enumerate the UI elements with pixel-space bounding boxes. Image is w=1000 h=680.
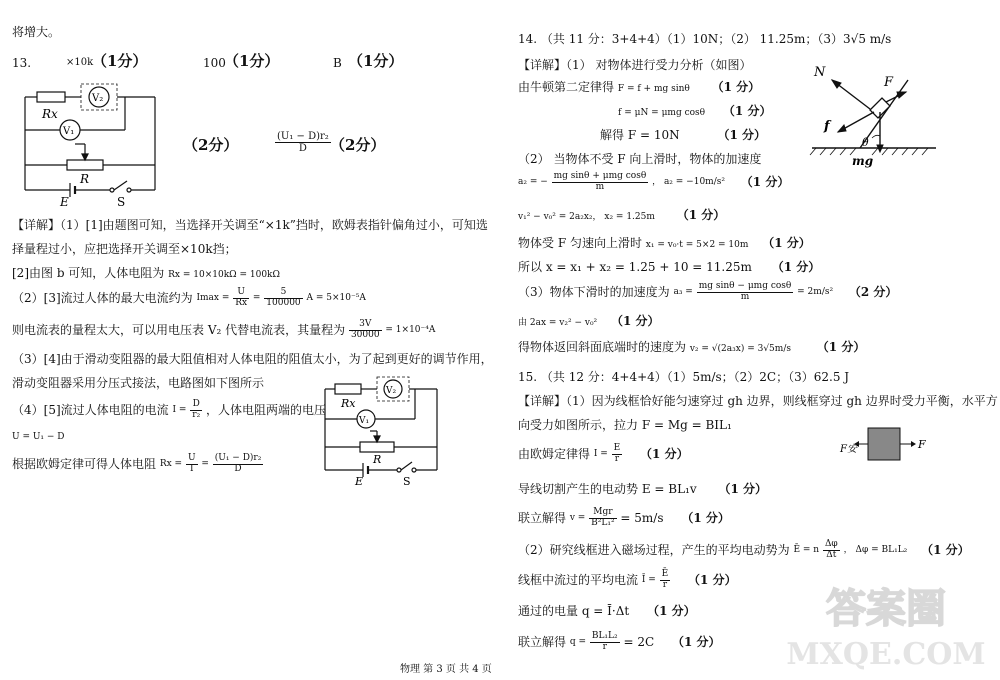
watermark xyxy=(786,574,986,674)
q14-detail-8: 物体受 F 匀速向上滑时 x₁ = v₀·t = 5×2 = 10m （1 分） xyxy=(518,236,811,250)
q13-detail-line-4: （2）[3]流过人体的最大电流约为 Imax = $\frac{U}{Rx}$ = $\frac{5}{100000}$ A = 5×10⁻⁵A xyxy=(12,287,366,308)
circuit-diagram-2 xyxy=(315,375,465,490)
friction-label: f xyxy=(824,119,830,134)
q13-formula: $\frac{\text{(U₁ − D)r₂}}{D}$ xyxy=(277,131,329,154)
q14-detail-12: 得物体返回斜面底端时的速度为 v₂ = √(2a₃x) = 3√5m/s （1 分） xyxy=(518,340,866,354)
q15-detail-3: 由欧姆定律得 I = $\frac{E}{r}$ （1 分） xyxy=(518,443,689,464)
q13-score-5: （2分） xyxy=(330,136,386,154)
rx-label-2: Rx xyxy=(341,397,356,410)
q14-detail-9: 所以 x = x₁ + x₂ = 1.25 + 10 = 11.25m （1 分） xyxy=(518,260,821,274)
q14-detail-3: f = μN = μmg cosθ （1 分） xyxy=(618,104,772,118)
q14-header: 14. （共 11 分：3+4+4）（1）10N；（2） 11.25m；（3）3√5 m/s xyxy=(518,32,892,46)
q14-detail-2: 由牛顿第二定律得 F = f + mg sinθ （1 分） xyxy=(518,80,761,94)
q15-detail-6: （2）研究线框进入磁场过程，产生的平均电动势为 Ē = n $\frac{\Delta\varphi}{\Delta t}$ ， Δφ = BL₁L₂ （1 分） xyxy=(518,539,970,560)
q15-header: 15. （共 12 分：4+4+4）（1）5m/s；（2）2C；（3）62.5 J xyxy=(518,370,850,384)
q13-answer-1: ×10k xyxy=(66,57,94,68)
incline-force-diagram xyxy=(808,62,938,172)
r-label: R xyxy=(80,172,90,186)
q15-detail-8: 通过的电量 q = Ī·Δt （1 分） xyxy=(518,604,696,618)
q13-answer-2: 100 xyxy=(203,56,226,70)
q15-detail-4: 导线切割产生的电动势 E = BL₁v （1 分） xyxy=(518,482,767,496)
q13-detail-line-6: （3）[4]由于滑动变阻器的最大阻值相对人体电阻的阻值太小，为了起到更好的调节作用， xyxy=(12,352,493,366)
q13-detail-line-2: 择量程过小，应把选择开关调至×10k挡； xyxy=(12,242,237,256)
v1-label-2: V₁ xyxy=(359,416,370,426)
q14-detail-1: 【详解】（1） 对物体进行受力分析（如图） xyxy=(518,58,752,72)
q13-score-3: （1分） xyxy=(348,52,404,70)
q15-detail-5: 联立解得 v = $\frac{\text{Mgr}}{\text{B²L₁²}}$ = 5m/s （1 分） xyxy=(518,507,730,528)
q14-detail-10: （3）物体下滑时的加速度为 a₃ = $\frac{\text{mg sinθ − μmg cosθ}}{m}$ = 2m/s² （2 分） xyxy=(518,281,898,302)
q13-answer-3: B xyxy=(333,56,342,70)
watermark-site-text: MXQE.COM xyxy=(786,637,986,672)
n-label: N xyxy=(814,65,826,80)
q15-detail-9: 联立解得 q = $\frac{\text{BL₁L₂}}{r}$ = 2C （1 分） xyxy=(518,631,721,652)
q14-detail-6: a₂ = − $\frac{\text{mg sinθ + μmg cosθ}}{m}$ ， a₂ = −10m/s² （1 分） xyxy=(518,171,790,192)
q13-detail-line-10: 根据欧姆定律可得人体电阻 Rx = $\frac{U}{I}$ = $\frac{\text{(U₁ − D)r₂}}{D}$ xyxy=(12,453,262,474)
q14-detail-7: v₁² − v₀² = 2a₂x₂， x₂ = 1.25m （1 分） xyxy=(518,208,726,222)
q13-detail-line-1: 【详解】（1）[1]由题图可知，当选择开关调至“×1k”挡时，欧姆表指针偏角过小，可知选 xyxy=(12,218,488,232)
q14-detail-5: （2） 当物体不受 F 向上滑时，物体的加速度 xyxy=(518,152,762,166)
q13-detail-line-3: [2]由图 b 可知，人体电阻为 Rx = 10×10kΩ = 100kΩ xyxy=(12,266,280,280)
s-label-2: S xyxy=(403,475,411,488)
q14-detail-11: 由 2ax = v₂² − v₀² （1 分） xyxy=(518,314,660,328)
page-footer: 物理 第 3 页 共 4 页 xyxy=(400,664,492,675)
q13-score-4: （2分） xyxy=(183,136,239,154)
q13-score-1: （1分） xyxy=(92,52,148,70)
q15-detail-7: 线框中流过的平均电流 Ī = $\frac{Ē}{r}$ （1 分） xyxy=(518,569,737,590)
q13-score-2: （1分） xyxy=(224,52,280,70)
q13-number: 13. xyxy=(12,56,32,70)
q14-detail-4: 解得 F = 10N （1 分） xyxy=(600,128,766,142)
q13-detail-line-9: U = U₁ − D xyxy=(12,432,65,442)
r-label-2: R xyxy=(373,453,382,466)
v1-label: V₁ xyxy=(63,126,75,137)
q13-detail-line-5: 则电流表的量程太大，可以用电压表 V₂ 代替电流表，其量程为 $\frac{3V}{30000}$ = 1×10⁻⁴A xyxy=(12,319,436,340)
v2-label-2: V₂ xyxy=(386,386,397,396)
q13-detail-line-8: （4）[5]流过人体电阻的电流 I = $\frac{D}{\text{r₂}}$ ，人体电阻两端的电压 xyxy=(12,399,327,420)
f-label: F xyxy=(884,75,894,90)
e-label: E xyxy=(60,195,69,209)
e-label-2: E xyxy=(355,475,364,488)
circuit-diagram-1 xyxy=(15,80,165,210)
frame-force-diagram xyxy=(838,422,938,472)
rx-label: Rx xyxy=(42,107,58,121)
q13-detail-line-7: 滑动变阻器采用分压式接法，电路图如下图所示 xyxy=(12,376,265,390)
v2-label: V₂ xyxy=(92,93,104,104)
s-label: S xyxy=(117,195,126,209)
q15-detail-1: 【详解】（1）因为线框恰好能匀速穿过 gh 边界，则线框穿过 gh 边界时受力平衡，水平方 xyxy=(518,394,998,408)
watermark-logo-text: 答案圈 xyxy=(826,585,946,632)
ampere-force-label: F安 xyxy=(840,444,857,455)
pull-force-label: F xyxy=(918,438,926,451)
theta-label: θ xyxy=(862,136,869,149)
mg-label: mg xyxy=(852,154,874,168)
q15-detail-2: 向受力如图所示，拉力 F = Mg = BIL₁ xyxy=(518,418,732,432)
continuation-text: 将增大。 xyxy=(12,25,61,39)
